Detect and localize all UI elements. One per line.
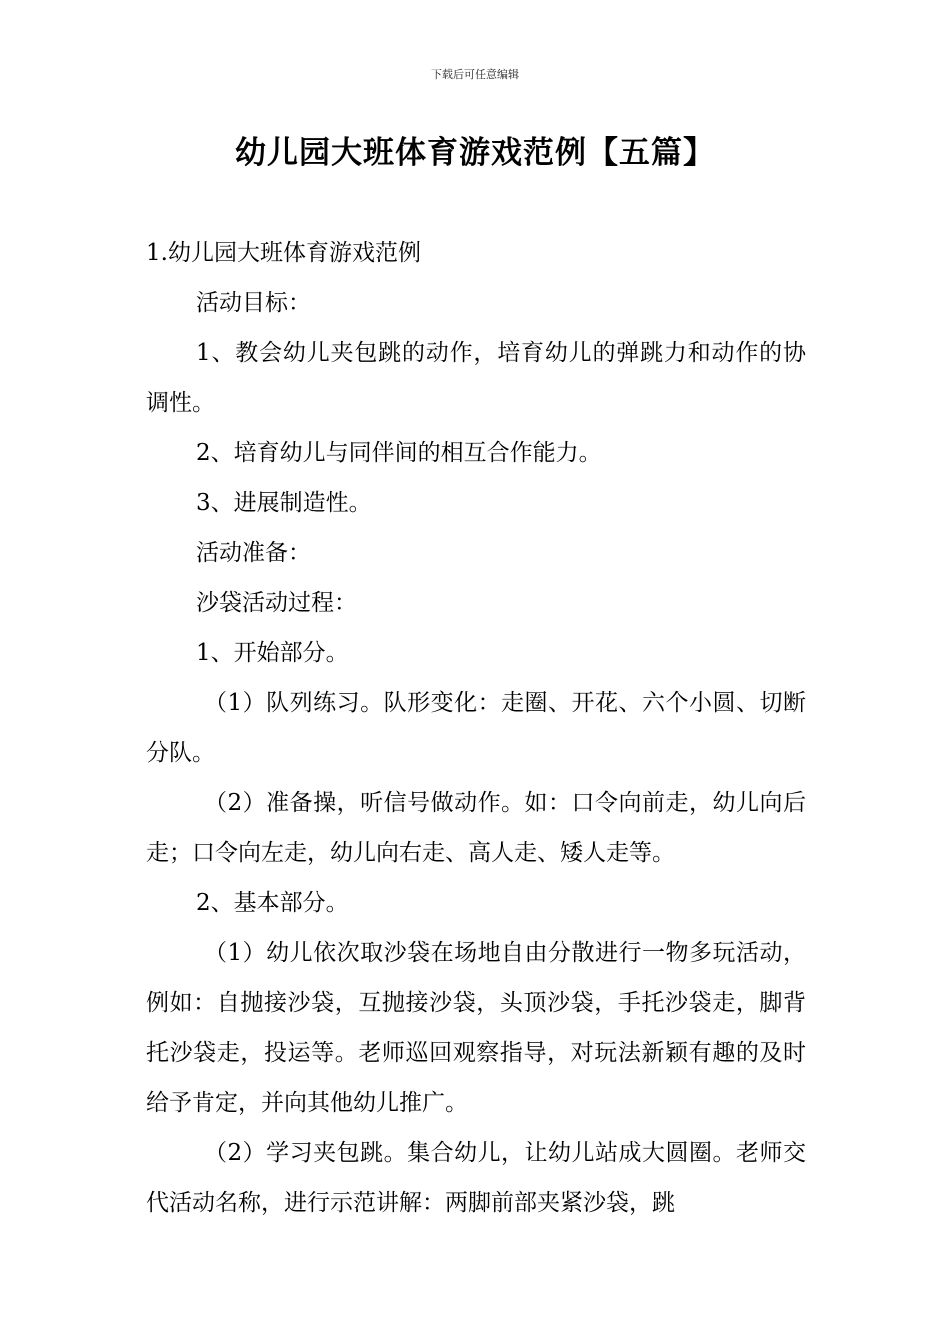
paragraph: 沙袋活动过程： [196,590,357,616]
paragraph: （1）队列练习。队形变化：走圈、开花、六个小圆、切断分队。 [146,690,806,766]
section-heading: 1.幼儿园大班体育游戏范例 [146,240,421,266]
document-body [146,228,806,1228]
paragraph: 活动目标： [196,290,311,316]
paragraph: 1、教会幼儿夹包跳的动作，培育幼儿的弹跳力和动作的协调性。 [146,340,806,416]
paragraph: 3、进展制造性。 [196,490,372,516]
paragraph: （1）幼儿依次取沙袋在场地自由分散进行一物多玩活动，例如：自抛接沙袋，互抛接沙袋，头顶沙袋，手托沙袋走，脚背托沙袋走，投运等。老师巡回观察指导，对玩法新颖有趣的及时给予肯定，并向其他幼儿推广。 [146,940,806,1116]
document-title: 幼儿园大班体育游戏范例【五篇】 [235,135,715,171]
paragraph: （2）学习夹包跳。集合幼儿，让幼儿站成大圆圈。老师交代活动名称，进行示范讲解：两脚前部夹紧沙袋，跳 [146,1140,806,1216]
paragraph: 2、培育幼儿与同伴间的相互合作能力。 [196,440,602,466]
paragraph: （2）准备操，听信号做动作。如：口令向前走，幼儿向后走；口令向左走，幼儿向右走、高人走、矮人走等。 [146,790,806,866]
paragraph: 活动准备： [196,540,311,566]
header-note: 下载后可任意编辑 [431,68,519,81]
paragraph: 2、基本部分。 [196,890,349,916]
paragraph: 1、开始部分。 [196,640,349,666]
